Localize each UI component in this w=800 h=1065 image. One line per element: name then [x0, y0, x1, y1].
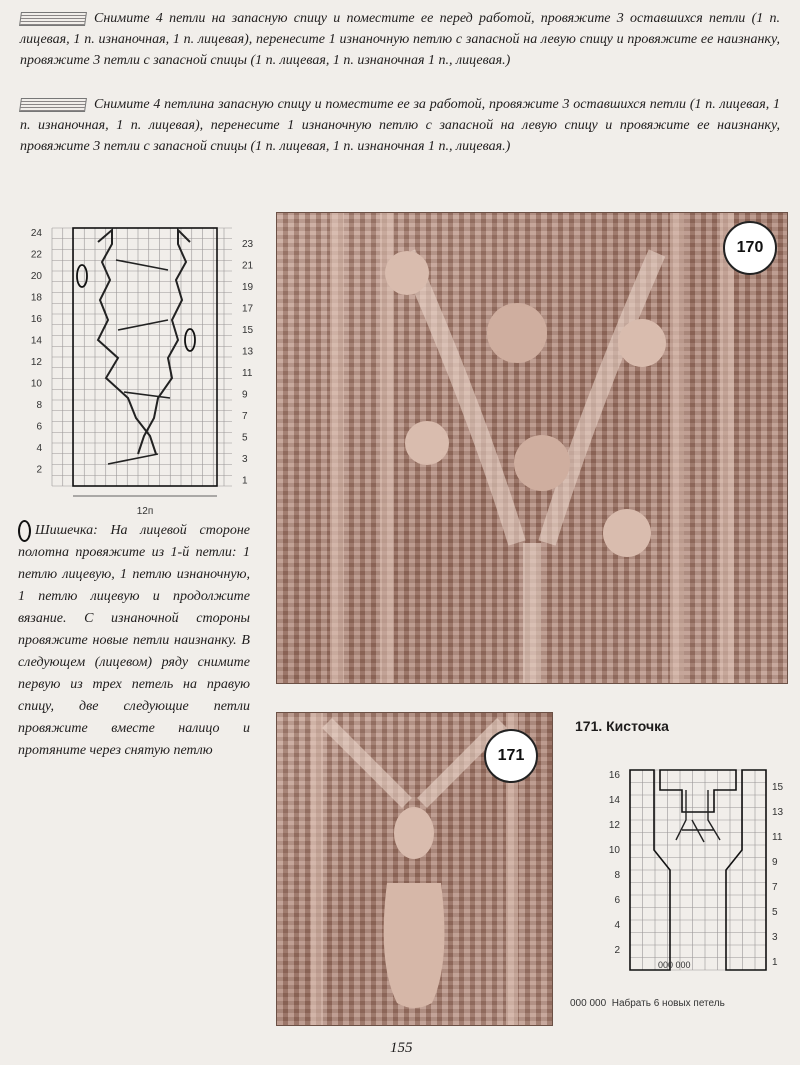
row-number: 8: [614, 870, 620, 881]
chart-170-repeat-label: 12п: [136, 506, 154, 517]
cable-instruction-back: Снимите 4 петлина запасную спицу и поместите ее за работой, провяжите 3 оставшихся петли (1 п. лицевая, 1 п. изнаночная, 1 п. лицевая), перенесите 1 изнаночную петлю с запасной на левую спицу и провяжите ее наизнанку, провяжите 3 петли с запасной спицы (1 п. лицевая, 1 п. изнаночная 1 п., лицевая.): [20, 97, 780, 154]
row-number: 18: [30, 292, 42, 304]
photo-171-badge: 171: [484, 729, 538, 783]
cable-knit-pattern: [277, 213, 787, 683]
row-number: 15: [242, 325, 254, 336]
row-number: 2: [614, 945, 620, 956]
row-number: 9: [772, 857, 778, 868]
chart-170: [18, 222, 268, 522]
row-number: 4: [614, 920, 620, 931]
chart-171-right-row-numbers: [772, 782, 784, 968]
row-number: 1: [242, 475, 248, 487]
row-number: 15: [772, 782, 784, 793]
row-number: 11: [772, 832, 783, 843]
row-number: 13: [242, 346, 254, 358]
row-number: 17: [242, 303, 254, 315]
row-number: 1: [772, 957, 778, 968]
cross-stitch-mark: [124, 392, 170, 398]
bobble-icon: [77, 265, 87, 287]
photo-171: [276, 712, 553, 1026]
row-number: 4: [36, 443, 42, 454]
chart-171-heading: 171. Кисточка: [575, 718, 669, 734]
cross-stitch-mark: [116, 260, 168, 270]
row-number: 12: [30, 357, 42, 368]
row-number: 7: [772, 882, 778, 893]
row-number: 6: [36, 421, 42, 433]
row-number: 13: [772, 807, 784, 818]
cable-instruction-front: Снимите 4 петли на запасную спицу и поместите ее перед работой, провяжите 3 оставшихся петли (1 п. лицевая, 1 п. изнаночная, 1 п. лицевая), перенесите 1 изнаночную петлю с запасной на левую спицу и провяжите ее наизнанку, провяжите 3 петли с запасной спицы (1 п. лицевая, 1 п. изнаночная 1 п., лицевая.): [20, 11, 780, 68]
row-number: 8: [36, 400, 42, 411]
photo-170: [276, 212, 788, 684]
row-number: 6: [614, 895, 620, 906]
row-number: 16: [608, 770, 620, 781]
page-number: 155: [390, 1040, 413, 1056]
chart-171-grid: [630, 770, 766, 970]
row-number: 5: [242, 432, 248, 444]
bobble-icon: [18, 520, 31, 542]
legend-symbols: 000 000: [570, 998, 607, 1009]
row-number: 19: [242, 282, 254, 293]
row-number: 9: [242, 389, 248, 401]
new-stitches-mark: 000 000: [658, 960, 691, 970]
row-number: 10: [608, 845, 620, 856]
row-number: 7: [242, 411, 248, 422]
cross-stitch-mark: [108, 454, 158, 464]
row-number: 22: [30, 249, 42, 261]
row-number: 10: [30, 378, 42, 390]
row-number: 24: [30, 228, 42, 239]
chart-171-left-row-numbers: [609, 770, 621, 956]
bobble-note: Шишечка: На лицевой стороне полотна провяжите из 1-й петли: 1 петлю лицевую, 1 петлю изнаночную, 1 петлю лицевую и продолжите вязание. С изнаночной стороны провяжите новые петли наизнанку. В следующем (лицевом) ряду снимите первую из трех петель на правую спицу, две следующие петли провяжите вместе налицо и протяните через снятую петлю: [18, 520, 250, 762]
row-number: 14: [608, 795, 620, 806]
row-number: 12: [608, 820, 620, 831]
row-number: 5: [772, 907, 778, 918]
row-number: 16: [30, 314, 42, 325]
row-number: 3: [242, 454, 248, 465]
row-number: 2: [36, 464, 42, 476]
chart-170-right-row-numbers: [242, 239, 254, 487]
cable-front-symbol-icon: [19, 12, 87, 26]
row-number: 23: [242, 239, 254, 250]
row-number: 14: [30, 335, 42, 347]
cable-line-right: [138, 230, 190, 454]
row-number: 21: [242, 260, 254, 272]
chart-171: [596, 760, 796, 985]
legend-text: Набрать 6 новых петель: [611, 998, 725, 1009]
chart-170-left-row-numbers: [31, 228, 43, 476]
row-number: 11: [242, 368, 253, 379]
row-number: 3: [772, 932, 778, 943]
bobble-icon: [185, 329, 195, 351]
photo-170-badge: 170: [723, 221, 777, 275]
cable-back-symbol-icon: [19, 98, 87, 112]
row-number: 20: [30, 271, 42, 282]
chart-171-legend: [570, 998, 725, 1009]
chart-171-tassel-block: [660, 770, 736, 812]
